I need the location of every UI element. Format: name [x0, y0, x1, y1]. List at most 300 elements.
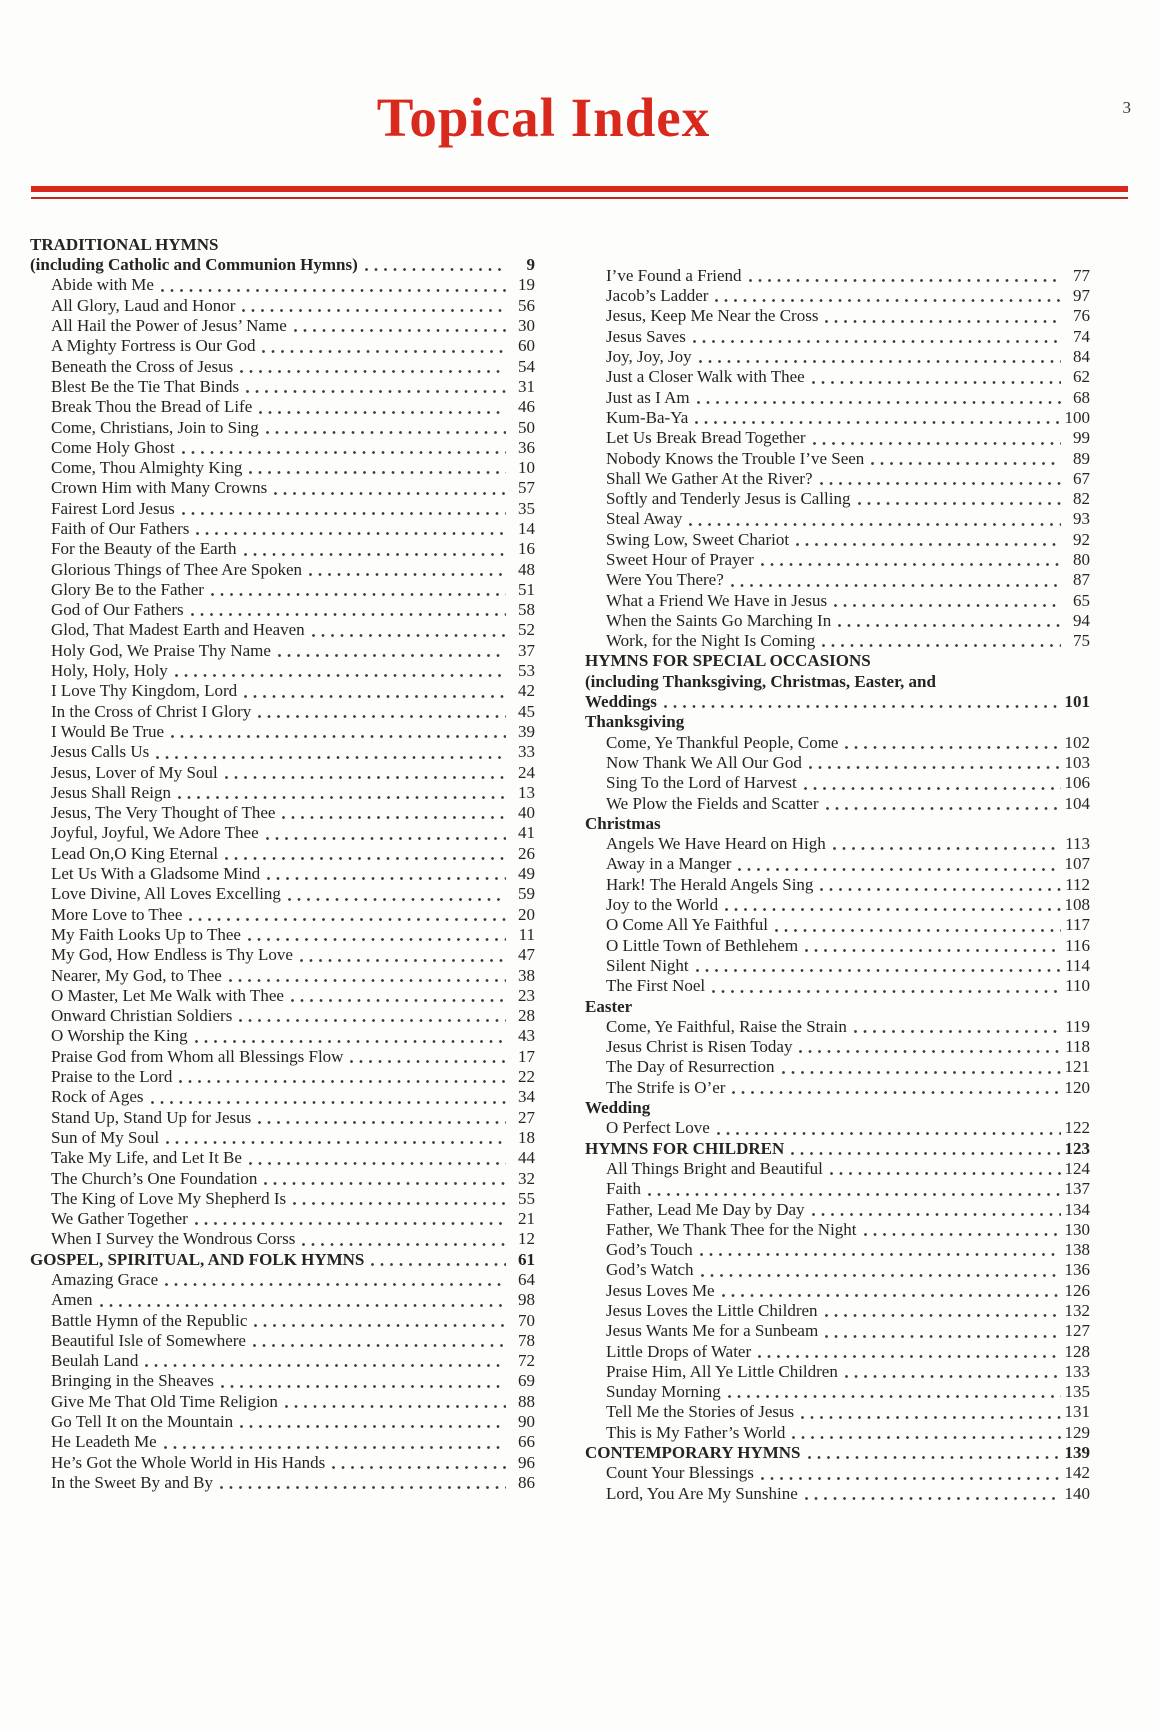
entry-page-number: 127 — [1064, 1321, 1090, 1341]
entry-page-number: 135 — [1064, 1382, 1090, 1402]
entry-page-number: 102 — [1064, 732, 1090, 752]
entry-page-number: 114 — [1065, 955, 1090, 975]
entry-title: Joyful, Joyful, We Adore Thee — [51, 823, 259, 843]
entry-page-number: 82 — [1073, 489, 1090, 509]
section-heading — [585, 1139, 1090, 1159]
entry-page-number: 34 — [518, 1087, 535, 1107]
index-entry — [585, 1484, 1090, 1504]
entry-title: Let Us With a Gladsome Mind — [51, 864, 261, 884]
index-entry — [30, 742, 535, 762]
entry-page-number: 136 — [1064, 1260, 1090, 1280]
dot-leader — [191, 613, 506, 616]
index-entry — [30, 884, 535, 904]
dot-leader — [100, 1304, 506, 1307]
index-entry — [585, 449, 1090, 469]
index-entry — [30, 1209, 535, 1229]
index-entry — [30, 986, 535, 1006]
index-entry — [585, 773, 1090, 793]
dot-leader — [717, 1132, 1061, 1135]
entry-page-number: 27 — [518, 1107, 535, 1127]
index-entry — [585, 591, 1090, 611]
entry-page-number: 36 — [518, 437, 535, 457]
dot-leader — [145, 1364, 506, 1367]
index-entry — [585, 1200, 1090, 1220]
dot-leader — [804, 787, 1061, 790]
entry-page-number: 67 — [1073, 468, 1090, 488]
dot-leader — [799, 1050, 1061, 1053]
entry-page-number: 97 — [1073, 286, 1090, 306]
entry-title: Break Thou the Bread of Life — [51, 397, 253, 417]
entry-title: Beulah Land — [51, 1351, 139, 1371]
entry-title: The Day of Resurrection — [606, 1057, 775, 1077]
index-column-left — [30, 235, 535, 1504]
dot-leader — [293, 1202, 506, 1205]
dot-leader — [278, 654, 506, 657]
entry-title: He Leadeth Me — [51, 1432, 157, 1452]
entry-title: Jesus Calls Us — [51, 742, 150, 762]
entry-page-number: 65 — [1073, 590, 1090, 610]
entry-page-number: 18 — [518, 1127, 535, 1147]
index-entry — [585, 408, 1090, 428]
entry-page-number: 139 — [1064, 1443, 1090, 1463]
index-entry — [585, 1240, 1090, 1260]
index-entry — [30, 1311, 535, 1331]
entry-title: Tell Me the Stories of Jesus — [606, 1402, 795, 1422]
entry-page-number: 131 — [1064, 1402, 1090, 1422]
dot-leader — [161, 289, 506, 292]
dot-leader — [749, 279, 1061, 282]
dot-leader — [300, 959, 506, 962]
entry-title: TRADITIONAL HYMNS — [30, 234, 219, 254]
entry-title: Onward Christian Soldiers — [51, 1006, 233, 1026]
entry-title: Nearer, My God, to Thee — [51, 965, 222, 985]
entry-page-number: 123 — [1064, 1138, 1090, 1158]
entry-page-number: 11 — [518, 924, 535, 944]
entry-page-number: 110 — [1065, 976, 1090, 996]
dot-leader — [805, 1497, 1061, 1500]
entry-page-number: 72 — [518, 1351, 535, 1371]
entry-page-number: 137 — [1064, 1179, 1090, 1199]
entry-title: Easter — [585, 996, 633, 1016]
dot-leader — [196, 532, 506, 535]
entry-page-number: 21 — [518, 1209, 535, 1229]
index-entry — [585, 834, 1090, 854]
index-entry — [30, 945, 535, 965]
entry-title: Jesus Loves the Little Children — [606, 1300, 818, 1320]
entry-title: We Plow the Fields and Scatter — [606, 793, 819, 813]
dot-leader — [175, 674, 506, 677]
entry-page-number: 55 — [518, 1188, 535, 1208]
index-entry — [585, 469, 1090, 489]
section-heading — [585, 692, 1090, 712]
index-entry — [30, 722, 535, 742]
entry-title: Come Holy Ghost — [51, 437, 175, 457]
entry-page-number: 121 — [1064, 1057, 1090, 1077]
dot-leader — [332, 1466, 506, 1469]
entry-page-number: 60 — [518, 336, 535, 356]
dot-leader — [738, 868, 1061, 871]
dot-leader — [758, 1355, 1061, 1358]
entry-page-number: 133 — [1064, 1361, 1090, 1381]
entry-page-number: 134 — [1064, 1199, 1090, 1219]
dot-leader — [274, 492, 506, 495]
entry-page-number: 78 — [518, 1330, 535, 1350]
index-entry — [30, 1432, 535, 1452]
entry-page-number: 107 — [1064, 854, 1090, 874]
index-entry — [585, 1362, 1090, 1382]
dot-leader — [689, 523, 1061, 526]
entry-title: The King of Love My Shepherd Is — [51, 1188, 287, 1208]
entry-page-number: 49 — [518, 864, 535, 884]
entry-title: Give Me That Old Time Religion — [51, 1391, 278, 1411]
index-entry — [585, 936, 1090, 956]
entry-title: Glod, That Madest Earth and Heaven — [51, 620, 305, 640]
entry-title: O Worship the King — [51, 1026, 188, 1046]
index-entry — [585, 1463, 1090, 1483]
index-entry — [585, 1342, 1090, 1362]
page — [0, 86, 1159, 1504]
entry-page-number: 138 — [1064, 1240, 1090, 1260]
dot-leader — [761, 563, 1061, 566]
entry-page-number: 117 — [1065, 915, 1090, 935]
dot-leader — [264, 1182, 506, 1185]
entry-title: Were You There? — [606, 570, 724, 590]
entry-page-number: 16 — [518, 539, 535, 559]
entry-title: Steal Away — [606, 509, 683, 529]
entry-page-number: 126 — [1064, 1280, 1090, 1300]
entry-title: I Love Thy Kingdom, Lord — [51, 681, 238, 701]
entry-title: O Little Town of Bethlehem — [606, 935, 799, 955]
dot-leader — [796, 543, 1061, 546]
entry-page-number: 88 — [518, 1391, 535, 1411]
section-heading — [30, 1250, 535, 1270]
entry-page-number: 54 — [518, 356, 535, 376]
dot-leader — [845, 1375, 1061, 1378]
entry-title: Kum-Ba-Ya — [606, 407, 689, 427]
dot-leader — [700, 1253, 1061, 1256]
subsection-heading — [585, 997, 1090, 1017]
entry-title: Joy to the World — [606, 895, 719, 915]
entry-title: I’ve Found a Friend — [606, 265, 742, 285]
entry-title: Praise God from Whom all Blessings Flow — [51, 1046, 344, 1066]
entry-title: My God, How Endless is Thy Love — [51, 945, 293, 965]
entry-title: Jacob’s Ladder — [606, 286, 709, 306]
entry-title: Father, Lead Me Day by Day — [606, 1199, 805, 1219]
entry-page-number: 94 — [1073, 610, 1090, 630]
index-entry — [30, 864, 535, 884]
index-entry — [585, 1382, 1090, 1402]
title-divider-rule — [31, 186, 1128, 199]
entry-page-number: 99 — [1073, 428, 1090, 448]
dot-leader — [240, 1425, 506, 1428]
entry-title: All Things Bright and Beautiful — [606, 1158, 823, 1178]
dot-leader — [699, 360, 1061, 363]
index-entry — [585, 976, 1090, 996]
index-entry — [30, 296, 535, 316]
dot-leader — [371, 1263, 506, 1266]
dot-leader — [809, 766, 1061, 769]
entry-title: Thanksgiving — [585, 712, 685, 732]
dot-leader — [220, 1486, 506, 1489]
entry-title: In the Sweet By and By — [51, 1472, 213, 1492]
index-entry — [30, 519, 535, 539]
entry-page-number: 92 — [1073, 529, 1090, 549]
index-entry — [30, 1189, 535, 1209]
dot-leader — [253, 1344, 506, 1347]
dot-leader — [259, 411, 506, 414]
entry-title: Lead On,O King Eternal — [51, 843, 219, 863]
dot-leader — [350, 1060, 506, 1063]
index-entry — [585, 388, 1090, 408]
entry-title: Come, Ye Thankful People, Come — [606, 732, 839, 752]
entry-page-number: 75 — [1073, 631, 1090, 651]
index-entry — [30, 1392, 535, 1412]
index-entry — [30, 925, 535, 945]
dot-leader — [291, 999, 506, 1002]
index-entry — [585, 794, 1090, 814]
index-entry — [30, 1371, 535, 1391]
entry-page-number: 104 — [1064, 793, 1090, 813]
dot-leader — [248, 938, 506, 941]
entry-page-number: 41 — [518, 823, 535, 843]
dot-leader — [833, 847, 1061, 850]
entry-page-number: 26 — [518, 843, 535, 863]
index-entry — [30, 336, 535, 356]
index-entry — [30, 1270, 535, 1290]
entry-title: What a Friend We Have in Jesus — [606, 590, 828, 610]
dot-leader — [249, 1162, 506, 1165]
entry-title: Come, Thou Almighty King — [51, 458, 243, 478]
entry-page-number: 122 — [1064, 1118, 1090, 1138]
entry-title: Praise to the Lord — [51, 1067, 173, 1087]
index-entry — [585, 1260, 1090, 1280]
entry-title: Wedding — [585, 1098, 651, 1118]
entry-page-number: 31 — [518, 376, 535, 396]
entry-title: He’s Got the Whole World in His Hands — [51, 1452, 326, 1472]
dot-leader — [178, 796, 506, 799]
dot-leader — [166, 1141, 506, 1144]
index-entry — [30, 418, 535, 438]
entry-title: Beautiful Isle of Somewhere — [51, 1330, 246, 1350]
entry-page-number: 118 — [1065, 1037, 1090, 1057]
entry-page-number: 33 — [518, 742, 535, 762]
entry-page-number: 108 — [1064, 895, 1090, 915]
entry-page-number: 128 — [1064, 1341, 1090, 1361]
entry-title: Sun of My Soul — [51, 1127, 160, 1147]
dot-leader — [732, 1091, 1061, 1094]
entry-title: Love Divine, All Loves Excelling — [51, 884, 281, 904]
dot-leader — [258, 715, 506, 718]
entry-page-number: 38 — [518, 965, 535, 985]
index-entry — [585, 530, 1090, 550]
index-entry — [30, 702, 535, 722]
dot-leader — [761, 1477, 1061, 1480]
index-entry — [585, 327, 1090, 347]
index-entry — [585, 915, 1090, 935]
dot-leader — [864, 1233, 1061, 1236]
entry-page-number: 48 — [518, 559, 535, 579]
dot-leader — [171, 735, 506, 738]
entry-page-number: 40 — [518, 803, 535, 823]
dot-leader — [266, 431, 506, 434]
entry-title: Jesus, The Very Thought of Thee — [51, 803, 276, 823]
entry-page-number: 113 — [1065, 834, 1090, 854]
dot-leader — [822, 644, 1061, 647]
index-entry — [585, 347, 1090, 367]
dot-leader — [164, 1446, 506, 1449]
entry-title: More Love to Thee — [51, 904, 183, 924]
index-entry — [585, 1423, 1090, 1443]
entry-title: Christmas — [585, 813, 661, 833]
entry-title: HYMNS FOR SPECIAL OCCASIONS — [585, 651, 871, 671]
entry-title: Now Thank We All Our God — [606, 752, 802, 772]
dot-leader — [240, 370, 506, 373]
entry-page-number: 101 — [1064, 692, 1090, 712]
index-entry — [30, 1148, 535, 1168]
entry-page-number: 93 — [1073, 509, 1090, 529]
entry-title: We Gather Together — [51, 1209, 188, 1229]
index-entry — [585, 1017, 1090, 1037]
index-column-right — [585, 235, 1090, 1504]
entry-page-number: 119 — [1065, 1016, 1090, 1036]
index-entry — [30, 1128, 535, 1148]
entry-title: Faith — [606, 1179, 641, 1199]
page-title: Topical Index — [376, 87, 711, 148]
dot-leader — [151, 1101, 506, 1104]
section-heading — [585, 672, 1090, 692]
entry-title: Crown Him with Many Crowns — [51, 478, 268, 498]
index-entry — [585, 875, 1090, 895]
dot-leader — [812, 1213, 1061, 1216]
entry-page-number: 19 — [518, 275, 535, 295]
dot-leader — [725, 908, 1061, 911]
dot-leader — [693, 340, 1061, 343]
entry-title: Hark! The Herald Angels Sing — [606, 874, 814, 894]
dot-leader — [820, 482, 1061, 485]
entry-page-number: 132 — [1064, 1300, 1090, 1320]
dot-leader — [696, 969, 1061, 972]
index-entry — [30, 1169, 535, 1189]
entry-page-number: 62 — [1073, 367, 1090, 387]
index-entry — [585, 1078, 1090, 1098]
entry-title: In the Cross of Christ I Glory — [51, 701, 252, 721]
dot-leader — [871, 462, 1061, 465]
dot-leader — [225, 776, 506, 779]
entry-title: This is My Father’s World — [606, 1422, 786, 1442]
entry-title: Praise Him, All Ye Little Children — [606, 1361, 838, 1381]
entry-title: Bringing in the Sheaves — [51, 1371, 214, 1391]
entry-title: Come, Christians, Join to Sing — [51, 417, 259, 437]
entry-page-number: 142 — [1064, 1463, 1090, 1483]
entry-title: Away in a Manger — [606, 854, 732, 874]
dot-leader — [288, 898, 506, 901]
index-entry — [585, 753, 1090, 773]
entry-title: Come, Ye Faithful, Raise the Strain — [606, 1016, 847, 1036]
index-entry — [30, 275, 535, 295]
dot-leader — [825, 1314, 1061, 1317]
entry-title: Take My Life, and Let It Be — [51, 1148, 242, 1168]
entry-title: Glorious Things of Thee Are Spoken — [51, 559, 303, 579]
entry-page-number: 89 — [1073, 448, 1090, 468]
index-entry — [30, 1108, 535, 1128]
entry-page-number: 50 — [518, 417, 535, 437]
index-entry — [30, 478, 535, 498]
entry-title: All Hail the Power of Jesus’ Name — [51, 316, 287, 336]
index-entry — [30, 539, 535, 559]
entry-page-number: 76 — [1073, 306, 1090, 326]
entry-page-number: 51 — [518, 579, 535, 599]
entry-page-number: 24 — [518, 762, 535, 782]
dot-leader — [254, 1324, 506, 1327]
entry-page-number: 14 — [518, 519, 535, 538]
entry-title: God’s Touch — [606, 1240, 693, 1260]
index-entry — [585, 611, 1090, 631]
entry-title: The Strife is O’er — [606, 1077, 726, 1097]
entry-title: Abide with Me — [51, 275, 154, 295]
entry-page-number: 140 — [1064, 1483, 1090, 1503]
entry-title: Silent Night — [606, 955, 689, 975]
index-entry — [30, 1290, 535, 1310]
index-entry — [585, 733, 1090, 753]
index-entry — [585, 570, 1090, 590]
entry-page-number: 13 — [518, 782, 535, 802]
entry-title: Softly and Tenderly Jesus is Calling — [606, 489, 851, 509]
dot-leader — [365, 268, 506, 271]
dot-leader — [246, 390, 506, 393]
entry-page-number: 32 — [518, 1168, 535, 1188]
entry-page-number: 106 — [1064, 773, 1090, 793]
dot-leader — [294, 329, 506, 332]
dot-leader — [826, 807, 1061, 810]
entry-page-number: 46 — [518, 397, 535, 417]
index-entry — [30, 1067, 535, 1087]
dot-leader — [244, 553, 506, 556]
entry-title: Blest Be the Tie That Binds — [51, 376, 240, 396]
entry-page-number: 129 — [1064, 1422, 1090, 1442]
entry-title: Glory Be to the Father — [51, 579, 204, 599]
dot-leader — [156, 756, 506, 759]
index-entry — [30, 681, 535, 701]
index-entry — [30, 1006, 535, 1026]
entry-page-number: 9 — [526, 255, 535, 275]
subsection-heading — [585, 814, 1090, 834]
index-entry — [585, 489, 1090, 509]
index-entry — [585, 1159, 1090, 1179]
entry-title: (including Thanksgiving, Christmas, Easter, and — [585, 671, 936, 691]
index-entry — [30, 316, 535, 336]
index-entry — [30, 397, 535, 417]
index-entry — [30, 844, 535, 864]
index-entry — [30, 357, 535, 377]
index-entry — [30, 641, 535, 661]
index-columns — [30, 235, 1159, 1504]
index-entry — [585, 428, 1090, 448]
entry-title: Rock of Ages — [51, 1087, 144, 1107]
index-entry — [30, 1473, 535, 1493]
dot-leader — [285, 1405, 506, 1408]
entry-page-number: 130 — [1064, 1219, 1090, 1239]
dot-leader — [858, 502, 1061, 505]
entry-page-number: 96 — [518, 1452, 535, 1472]
index-entry — [30, 966, 535, 986]
entry-title: GOSPEL, SPIRITUAL, AND FOLK HYMNS — [30, 1249, 365, 1269]
entry-title: Jesus Saves — [606, 326, 686, 346]
index-entry — [30, 377, 535, 397]
index-entry — [30, 803, 535, 823]
dot-leader — [792, 1436, 1061, 1439]
entry-title: Amazing Grace — [51, 1269, 159, 1289]
dot-leader — [249, 471, 506, 474]
